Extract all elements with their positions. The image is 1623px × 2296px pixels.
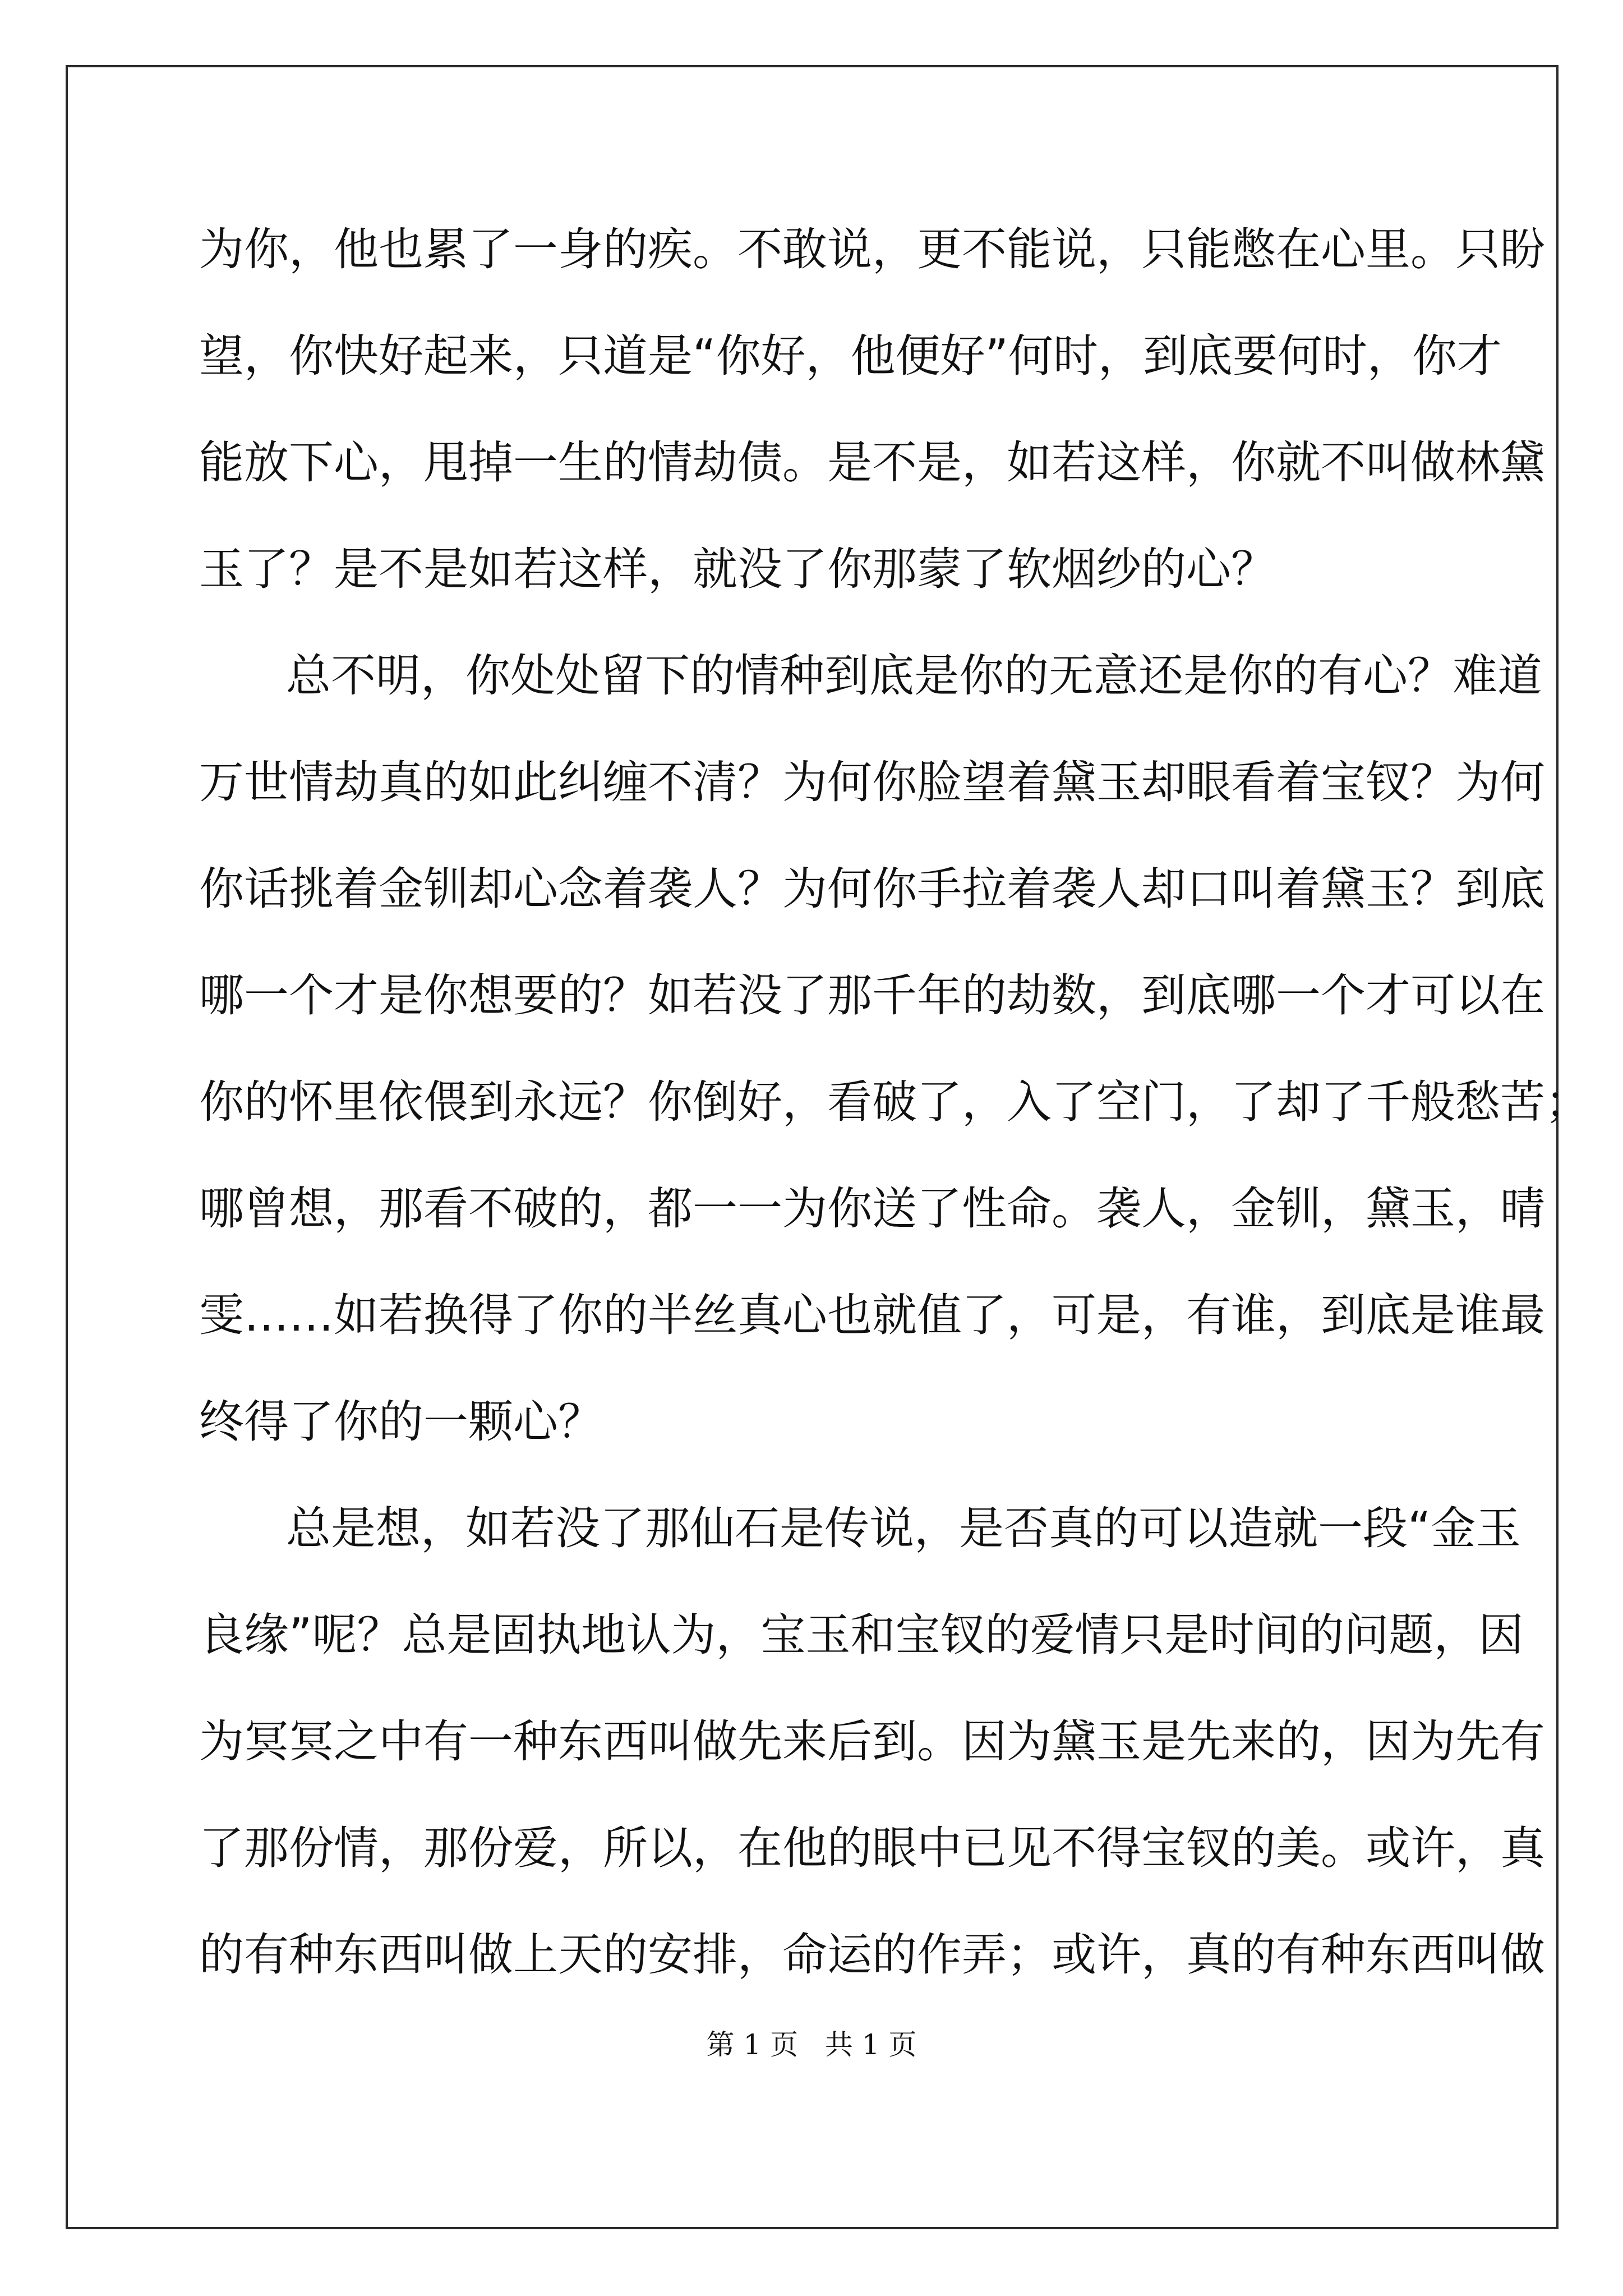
document-body (199, 196, 1590, 2008)
text-line: 为冥冥之中有一种东西叫做先来后到。因为黛玉是先来的，因为先有 (199, 1715, 1545, 1768)
text-line: 终得了你的一颗心？ (199, 1396, 603, 1448)
text-line: 望，你快好起来，只道是“你好，他便好”何时，到底要何时，你才 (199, 330, 1502, 382)
text-line: 总是想，如若没了那仙石是传说，是否真的可以造就一段“金玉 (286, 1502, 1521, 1554)
page-number-footer: 第 1 页 共 1 页 (706, 2028, 917, 2061)
text-line: 能放下心，甩掉一生的情劫债。是不是，如若这样，你就不叫做林黛 (199, 436, 1545, 489)
text-line: 哪一个才是你想要的？如若没了那千年的劫数，到底哪一个才可以在 (199, 969, 1545, 1022)
text-line: 玉了？是不是如若这样，就没了你那蒙了软烟纱的心？ (199, 543, 1276, 595)
text-line: 万世情劫真的如此纠缠不清？为何你脸望着黛玉却眼看着宝钗？为何 (199, 756, 1545, 808)
text-line: 的有种东西叫做上天的安排，命运的作弄；或许，真的有种东西叫做 (199, 1929, 1545, 1981)
text-line: 哪曾想，那看不破的，都一一为你送了性命。袭人，金钏，黛玉，晴 (199, 1182, 1545, 1235)
text-line: 了那份情，那份爱，所以，在他的眼中已见不得宝钗的美。或许，真 (199, 1822, 1545, 1874)
text-line: 总不明，你处处留下的情种到底是你的无意还是你的有心？难道 (286, 650, 1542, 702)
text-line: 你话挑着金钏却心念着袭人？为何你手拉着袭人却口叫着黛玉？到底 (199, 863, 1545, 915)
text-line: 你的怀里依偎到永远？你倒好，看破了，入了空门，了却了千般愁苦； (199, 1076, 1590, 1128)
text-line: 良缘”呢？总是固执地认为，宝玉和宝钗的爱情只是时间的问题，因 (199, 1609, 1524, 1661)
text-line: 雯……如若换得了你的半丝真心也就值了，可是，有谁，到底是谁最 (199, 1289, 1545, 1341)
text-line: 为你，他也累了一身的疾。不敢说，更不能说，只能憋在心里。只盼 (199, 223, 1545, 275)
